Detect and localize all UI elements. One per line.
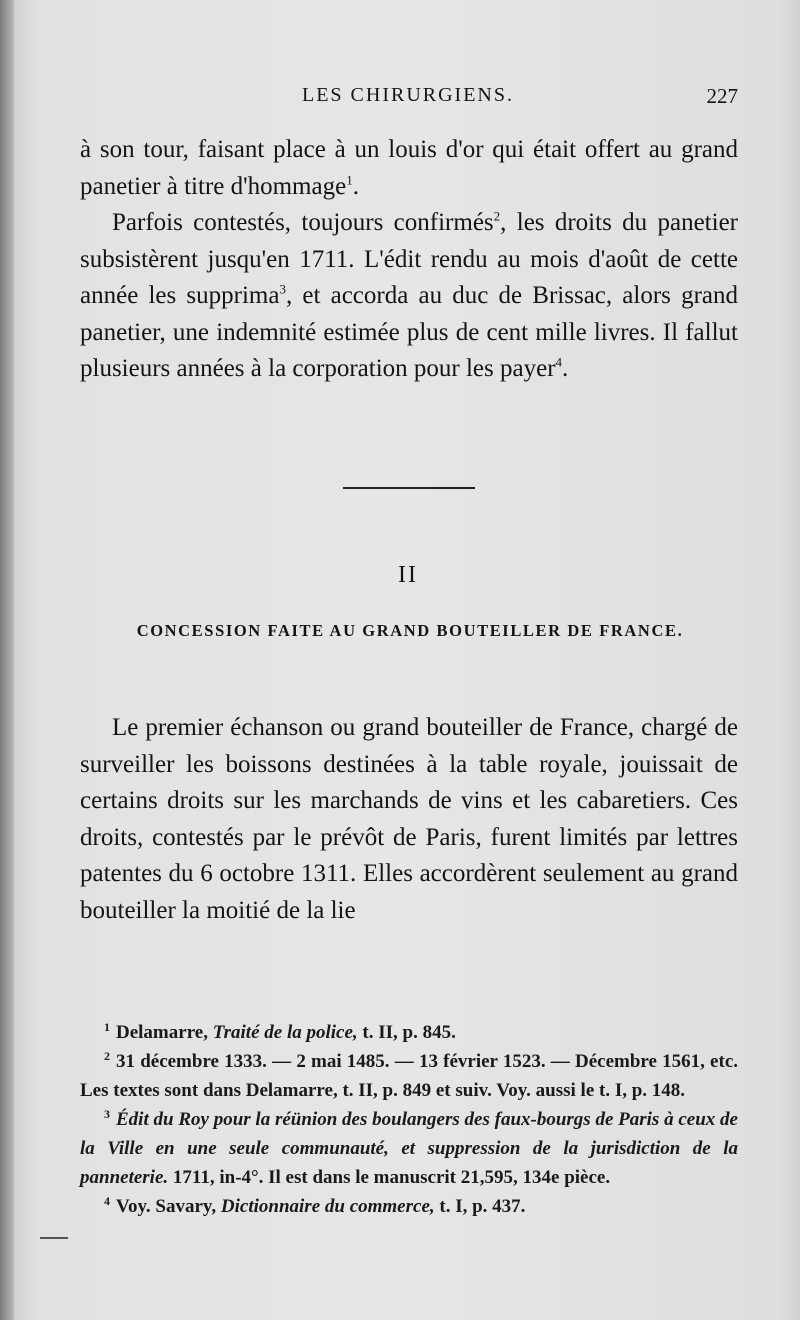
page-number: 227: [706, 84, 738, 108]
footnote-text: 31 décembre 1333. — 2 mai 1485. — 13 février 1523. — Décembre 1561, etc. Les textes sont dans Delamarre, t. II, p. 849 et suiv. Voy. aussi le t. I, p. 148.: [80, 1051, 738, 1101]
footnote-2: [80, 1047, 738, 1105]
footnote-mark: 3: [104, 1106, 110, 1121]
footnotes: [80, 1018, 738, 1221]
paragraph-text: .: [352, 172, 359, 200]
margin-dash: [40, 1237, 68, 1239]
footnote-text: t. I, p. 437.: [434, 1196, 526, 1217]
section-number: II: [398, 562, 418, 588]
page-gutter-shadow: [0, 0, 14, 1320]
paragraph-bouteiller: Le premier échanson ou grand bouteiller de France, chargé de surveiller les boissons destinées à la table royale, jouissait de certains droits sur les marchands de vins et les cabaretiers. Ces droits, contestés par le prévôt de Paris, furent limités par lettres patentes du 6 octobre 1311. Elles accordèrent seulement au grand bouteiller la moitié de la lie: [80, 714, 738, 924]
paragraph-text: , et accorda au duc de Brissac, alors grand panetier, une indemnité estimée plus de cent mille livres. Il fallut plusieurs années à la corporation pour les payer: [80, 282, 738, 382]
paragraph-text: , les droits du panetier subsistèrent jusqu'en 1711. L'édit rendu au mois d'août de cette année les supprima: [80, 209, 738, 309]
paragraph-text: Parfois contestés, toujours confirmés: [112, 209, 494, 236]
footnote-text: t. II, p. 845.: [357, 1022, 456, 1043]
footnote-1: [80, 1018, 738, 1047]
paragraph-text: à son tour, faisant place à un louis d'or qui était offert au grand panetier à titre d'hommage: [80, 136, 738, 200]
running-head: LES CHIRURGIENS.: [301, 84, 514, 106]
footnote-mark: 4: [104, 1193, 110, 1208]
footnote-mark: 2: [104, 1048, 110, 1063]
footnote-ref: 4: [555, 354, 563, 370]
footnote-mark: 1: [104, 1019, 110, 1034]
section-divider: [343, 487, 475, 489]
footnote-ref: 1: [346, 172, 353, 188]
paragraph-continuation: [80, 132, 738, 205]
footnote-3: [80, 1105, 738, 1192]
footnote-text: Voy. Savary,: [116, 1196, 221, 1217]
footnote-ref: 3: [279, 281, 286, 297]
paragraph-text: .: [562, 355, 569, 382]
paragraph-panetier-rights: [80, 205, 738, 388]
footnote-title: Dictionnaire du commerce,: [220, 1196, 435, 1217]
footnote-text: 1711, in-4°. Il est dans le manuscrit 21,595, 134e pièce.: [168, 1167, 611, 1188]
section-title: CONCESSION FAITE AU GRAND BOUTEILLER DE FRANCE.: [136, 621, 684, 640]
footnote-text: Delamarre,: [116, 1022, 213, 1043]
footnote-title: Traité de la police,: [212, 1022, 358, 1043]
page-header: [78, 84, 738, 114]
footnote-ref: 2: [493, 208, 501, 224]
footnote-title: Édit du Roy pour la réünion des boulangers des faux-bourgs de Paris à ceux de la Ville en une seule communauté, et suppression de la jurisdiction de la panneterie.: [80, 1109, 738, 1188]
footnote-4: [80, 1192, 738, 1221]
